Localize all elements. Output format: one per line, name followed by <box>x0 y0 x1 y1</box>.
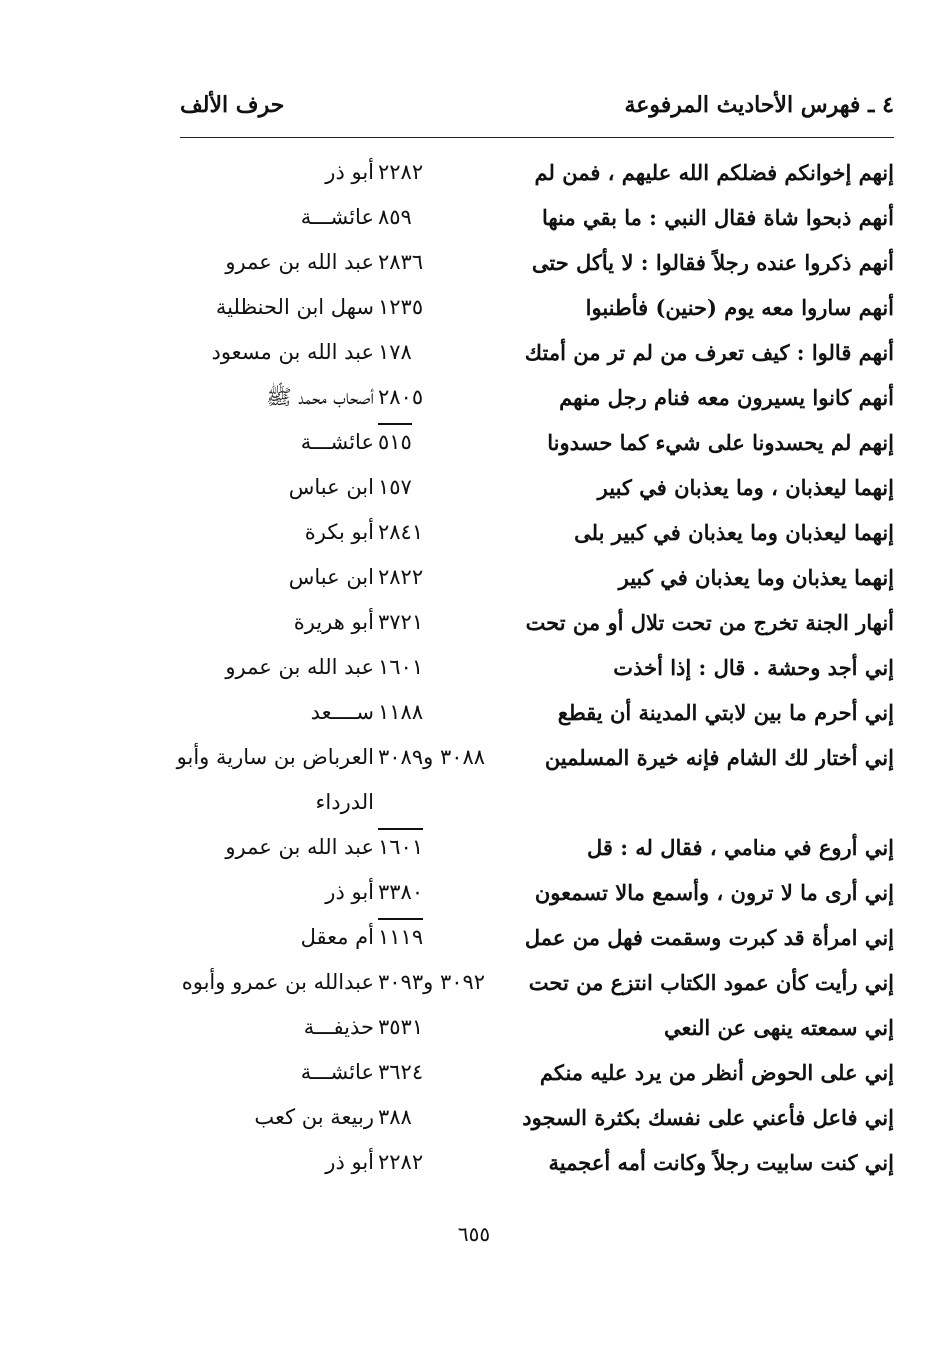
narrator: عبد الله بن عمرو <box>225 655 374 679</box>
narrator: عائشـــة <box>300 430 374 454</box>
hadith-text: إنهما ليعذبان وما يعذبان في كبير بلى <box>574 520 894 545</box>
narrator: أم معقل <box>300 925 374 949</box>
index-entry <box>0 1140 948 1185</box>
index-entry <box>0 600 948 645</box>
hadith-index-list <box>0 150 948 1185</box>
narrator: أبو هريرة <box>293 610 374 634</box>
index-entry <box>0 960 948 1005</box>
hadith-number: ٣٦٢٤ <box>378 1060 424 1084</box>
index-entry <box>0 195 948 240</box>
running-header <box>180 92 894 128</box>
hadith-number <box>378 915 508 960</box>
index-entry <box>0 555 948 600</box>
index-entry <box>0 825 948 870</box>
index-entry <box>0 420 948 465</box>
page-number: ٦٥٥ <box>457 1222 491 1246</box>
hadith-number: ١٥٧ <box>378 475 412 499</box>
index-entry <box>0 375 948 420</box>
hadith-number: ٢٨٣٦ <box>378 250 424 274</box>
hadith-number-value: ١٦٠١ <box>378 828 423 862</box>
index-entry <box>0 870 948 915</box>
hadith-text: إنهما يعذبان وما يعذبان في كبير <box>618 565 894 590</box>
hadith-number: ٣٥٣١ <box>378 1015 424 1039</box>
hadith-number: ٣٠٩٢ و٣٠٩٣ <box>378 970 486 994</box>
hadith-number: ٨٥٩ <box>378 205 412 229</box>
hadith-text: إني أرى ما لا ترون ، وأسمع مالا تسمعون <box>534 880 894 905</box>
narrator: ربيعة بن كعب <box>254 1105 374 1129</box>
narrator: عائشـــة <box>300 205 374 229</box>
narrator: أبو ذر <box>325 880 374 904</box>
hadith-number: ١٢٣٥ <box>378 295 424 319</box>
section-title: ٤ ـ فهرس الأحاديث المرفوعة <box>624 92 894 118</box>
hadith-text: أنهم ساروا معه يوم (حنين) فأطنبوا <box>585 295 894 320</box>
narrator: العرباض بن سارية وأبو <box>176 745 374 769</box>
narrator-continued: الدرداء <box>315 790 374 814</box>
header-divider <box>180 137 894 138</box>
narrator: أبو ذر <box>325 1150 374 1174</box>
narrator: ابن عباس <box>288 565 374 589</box>
hadith-text: إني على الحوض أنظر من يرد عليه منكم <box>539 1060 894 1085</box>
hadith-number: ٣٧٢١ <box>378 610 424 634</box>
hadith-text: أنهم قالوا : كيف تعرف من لم تر من أمتك <box>524 340 894 365</box>
hadith-number: ١٦٠١ <box>378 655 424 679</box>
narrator: عبد الله بن عمرو <box>225 835 374 859</box>
hadith-number: ٢٨٠٥ <box>378 385 424 409</box>
index-entry <box>0 645 948 690</box>
hadith-text: إني أروع في منامي ، فقال له : قل <box>586 835 894 860</box>
narrator: عائشـــة <box>300 1060 374 1084</box>
hadith-number <box>378 420 508 465</box>
index-entry <box>0 240 948 285</box>
index-entry <box>0 465 948 510</box>
narrator: أبو بكرة <box>304 520 374 544</box>
hadith-text: أنهم ذبحوا شاة فقال النبي : ما بقي منها <box>541 205 894 230</box>
narrator: أصحاب محمد ﷺ <box>266 385 374 409</box>
hadith-number: ٢٢٨٢ <box>378 1150 424 1174</box>
narrator: عبد الله بن عمرو <box>225 250 374 274</box>
letter-heading: حرف الألف <box>180 92 285 118</box>
hadith-text: إني رأيت كأن عمود الكتاب انتزع من تحت <box>528 970 894 995</box>
hadith-text: إني فاعل فأعني على نفسك بكثرة السجود <box>522 1105 894 1130</box>
hadith-number: ١١٨٨ <box>378 700 424 724</box>
index-entry <box>0 285 948 330</box>
narrator: عبدالله بن عمرو وأبوه <box>181 970 374 994</box>
hadith-text: إني أحرم ما بين لابتي المدينة أن يقطع <box>557 700 894 725</box>
narrator: حذيفـــة <box>303 1015 374 1039</box>
hadith-number: ٢٨٤١ <box>378 520 424 544</box>
index-entry <box>0 1005 948 1050</box>
hadith-number: ٢٨٢٢ <box>378 565 424 589</box>
hadith-text: إني كنت سابيت رجلاً وكانت أمه أعجمية <box>548 1150 894 1175</box>
hadith-text: إنهم إخوانكم فضلكم الله عليهم ، فمن لم <box>534 160 894 185</box>
hadith-number: ٣٠٨٨ و٣٠٨٩ <box>378 745 486 769</box>
hadith-text: إني أختار لك الشام فإنه خيرة المسلمين <box>544 745 894 770</box>
hadith-number: ١٧٨ <box>378 340 412 364</box>
hadith-text: أنهم كانوا يسيرون معه فنام رجل منهم <box>559 385 894 410</box>
hadith-text: أنهار الجنة تخرج من تحت تلال أو من تحت <box>525 610 894 635</box>
index-entry <box>0 1050 948 1095</box>
narrator: سهل ابن الحنظلية <box>215 295 374 319</box>
narrator: عبد الله بن مسعود <box>211 340 374 364</box>
hadith-number: ٣٣٨٠ <box>378 880 424 904</box>
index-entry <box>0 915 948 960</box>
index-entry <box>0 1095 948 1140</box>
hadith-text: إني امرأة قد كبرت وسقمت فهل من عمل <box>524 925 894 950</box>
hadith-text: أنهم ذكروا عنده رجلاً فقالوا : لا يأكل حتى <box>531 250 894 275</box>
narrator: ابن عباس <box>288 475 374 499</box>
index-entry <box>0 510 948 555</box>
hadith-text: إني أجد وحشة . قال : إذا أخذت <box>613 655 894 680</box>
hadith-text: إني سمعته ينهى عن النعي <box>664 1015 894 1040</box>
narrator: ســــعد <box>310 700 374 724</box>
hadith-number-value: ٥١٥ <box>378 423 412 457</box>
hadith-number <box>378 825 508 870</box>
index-entry <box>0 735 948 825</box>
hadith-number: ٣٨٨ <box>378 1105 412 1129</box>
index-entry <box>0 150 948 195</box>
index-entry <box>0 690 948 735</box>
hadith-number-value: ١١١٩ <box>378 918 423 952</box>
narrator: أبو ذر <box>325 160 374 184</box>
hadith-number: ٢٢٨٢ <box>378 160 424 184</box>
hadith-text: إنهما ليعذبان ، وما يعذبان في كبير <box>597 475 894 500</box>
hadith-text: إنهم لم يحسدونا على شيء كما حسدونا <box>547 430 894 455</box>
index-entry <box>0 330 948 375</box>
